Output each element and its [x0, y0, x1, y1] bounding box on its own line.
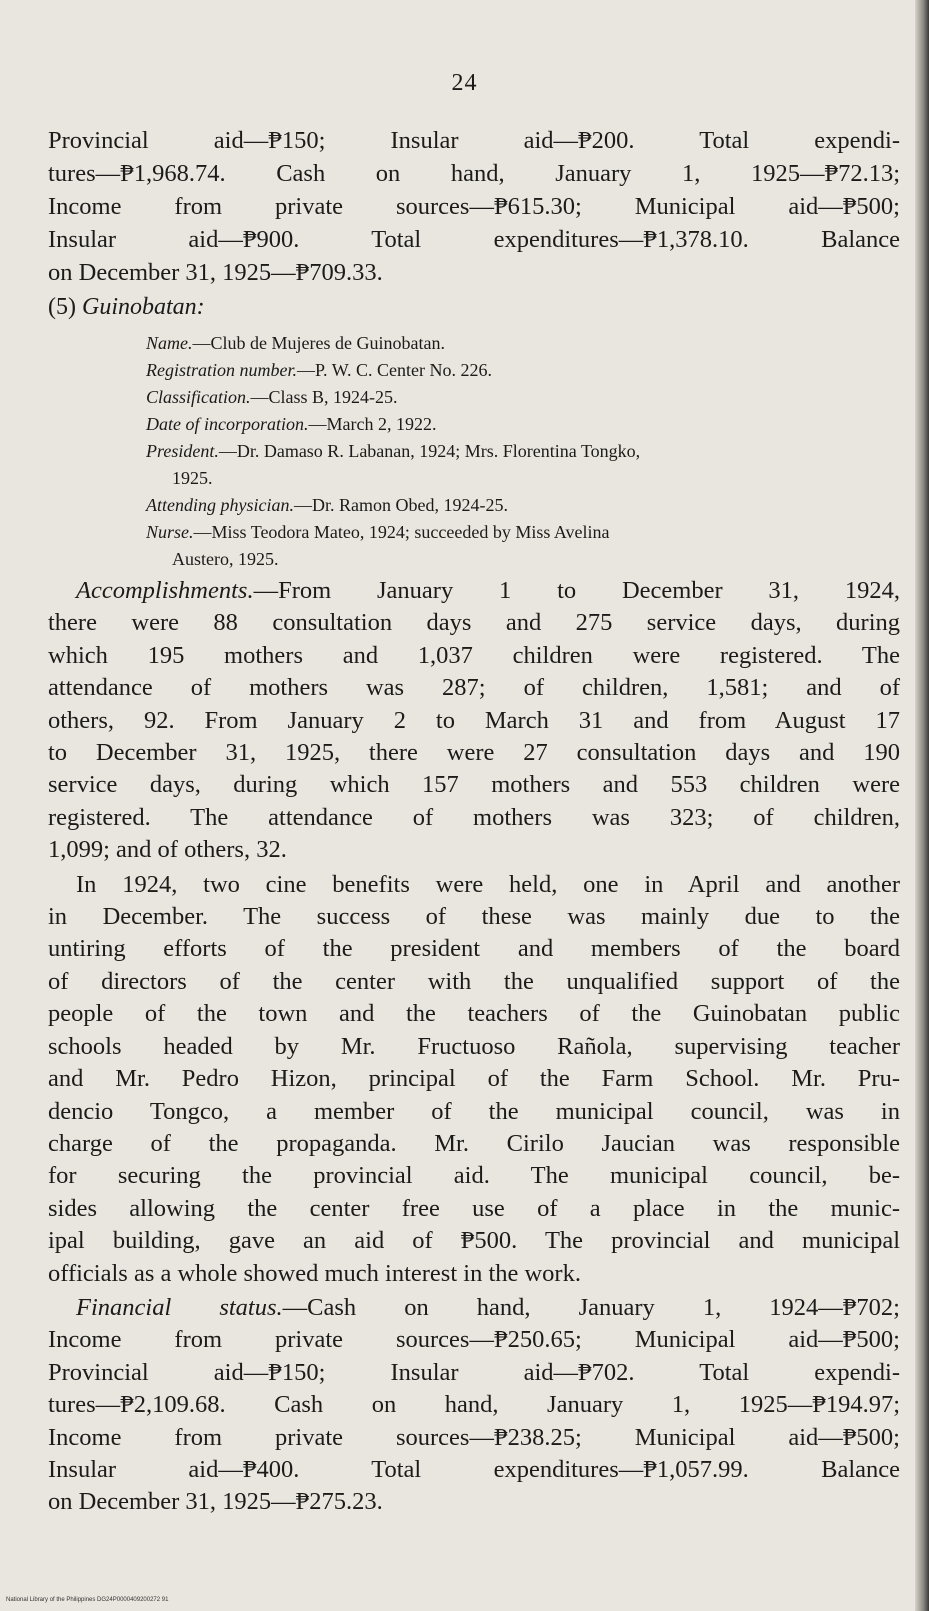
- text-line: registered. The attendance of mothers was 323; of children,: [48, 803, 900, 831]
- page-binding-edge: [915, 0, 929, 1611]
- text-line: Insular aid—₱900. Total expenditures—₱1,378.10. Balance: [48, 226, 900, 253]
- text-line: Income from private sources—₱250.65; Municipal aid—₱500;: [48, 1326, 900, 1354]
- text-line: Insular aid—₱400. Total expenditures—₱1,057.99. Balance: [48, 1455, 900, 1483]
- text-line: tures—₱1,968.74. Cash on hand, January 1, 1925—₱72.13;: [48, 160, 900, 187]
- info-nurse: [146, 519, 898, 546]
- info-physician: [146, 492, 898, 519]
- info-value: —Dr. Ramon Obed, 1924-25.: [293, 495, 508, 515]
- info-label: President.: [146, 441, 219, 461]
- text-line: of directors of the center with the unqualified support of the: [48, 967, 900, 995]
- accomplishments-paragraph: [48, 575, 900, 867]
- text-line: Provincial aid—₱150; Insular aid—₱702. Total expendi-: [48, 1358, 900, 1386]
- info-value: —Miss Teodora Mateo, 1924; succeeded by Miss Avelina: [193, 522, 610, 542]
- info-registration: [146, 357, 898, 384]
- info-incorporation: [146, 411, 898, 438]
- info-classification: [146, 384, 898, 411]
- text-line: others, 92. From January 2 to March 31 and from August 17: [48, 706, 900, 734]
- info-label: Nurse.: [146, 522, 194, 542]
- info-name: [146, 330, 898, 357]
- text-line: officials as a whole showed much interest in the work.: [48, 1259, 581, 1287]
- text-span: —From January 1 to December 31, 1924,: [253, 577, 900, 604]
- cine-benefits-paragraph: [48, 869, 900, 1290]
- info-value: —Dr. Damaso R. Labanan, 1924; Mrs. Florentina Tongko,: [218, 441, 641, 461]
- section-name: Guinobatan:: [81, 294, 205, 320]
- scan-footer: National Library of the Philippines DG24P0000409200272 91: [6, 1597, 169, 1603]
- text-line: sides allowing the center free use of a place in the munic-: [48, 1194, 900, 1222]
- text-line: In 1924, two cine benefits were held, one in April and another: [76, 870, 900, 898]
- text-span: —Cash on hand, January 1, 1924—₱702;: [282, 1293, 900, 1321]
- text-line: to December 31, 1925, there were 27 consultation days and 190: [48, 739, 900, 767]
- text-line: charge of the propaganda. Mr. Cirilo Jaucian was responsible: [48, 1129, 900, 1157]
- text-line: ipal building, gave an aid of ₱500. The provincial and municipal: [48, 1227, 900, 1255]
- text-line: 1,099; and of others, 32.: [48, 836, 287, 864]
- info-value: —March 2, 1922.: [308, 414, 437, 434]
- info-president: [146, 438, 898, 465]
- text-line: Provincial aid—₱150; Insular aid—₱200. Total expendi-: [48, 127, 900, 154]
- text-line: Income from private sources—₱238.25; Municipal aid—₱500;: [48, 1423, 900, 1451]
- info-president-continued: 1925.: [172, 468, 213, 488]
- text-line: schools headed by Mr. Fructuoso Rañola, supervising teacher: [48, 1032, 900, 1060]
- text-line: people of the town and the teachers of the Guinobatan public: [48, 1000, 900, 1028]
- top-paragraph: [48, 124, 900, 289]
- text-line: there were 88 consultation days and 275 service days, during: [48, 609, 900, 637]
- paragraph-lead: Financial status.: [76, 1293, 283, 1321]
- section-heading: [48, 291, 900, 324]
- text-line: [48, 575, 900, 607]
- text-line: in December. The success of these was mainly due to the: [48, 903, 900, 931]
- text-line: tures—₱2,109.68. Cash on hand, January 1, 1925—₱194.97;: [48, 1391, 900, 1419]
- text-line: for securing the provincial aid. The municipal council, be-: [48, 1162, 900, 1190]
- text-line: untiring efforts of the president and members of the board: [48, 935, 900, 963]
- info-value: —Club de Mujeres de Guinobatan.: [192, 333, 445, 353]
- page-body: [48, 124, 900, 1519]
- text-line: which 195 mothers and 1,037 children were registered. The: [48, 641, 900, 669]
- section-number: (5): [48, 294, 76, 320]
- text-line: Income from private sources—₱615.30; Municipal aid—₱500;: [48, 193, 900, 220]
- text-line: on December 31, 1925—₱275.23.: [48, 1488, 383, 1516]
- info-label: Classification.: [146, 387, 251, 407]
- text-line: on December 31, 1925—₱709.33.: [48, 259, 383, 286]
- paragraph-lead: Accomplishments.: [76, 577, 254, 604]
- financial-status-paragraph: [48, 1292, 900, 1519]
- info-nurse-continued: Austero, 1925.: [172, 549, 279, 569]
- info-label: Date of incorporation.: [146, 414, 309, 434]
- text-line: attendance of mothers was 287; of children, 1,581; and of: [48, 674, 900, 702]
- text-line: [48, 1292, 900, 1324]
- text-line: dencio Tongco, a member of the municipal council, was in: [48, 1097, 900, 1125]
- info-label: Name.: [146, 333, 193, 353]
- info-value: —P. W. C. Center No. 226.: [297, 360, 493, 380]
- info-label: Registration number.: [146, 360, 297, 380]
- info-label: Attending physician.: [146, 495, 294, 515]
- info-value: —Class B, 1924-25.: [250, 387, 398, 407]
- text-line: service days, during which 157 mothers and 553 children were: [48, 771, 900, 799]
- page-number: 24: [451, 70, 478, 96]
- center-info: [146, 330, 898, 573]
- text-line: and Mr. Pedro Hizon, principal of the Farm School. Mr. Pru-: [48, 1065, 900, 1093]
